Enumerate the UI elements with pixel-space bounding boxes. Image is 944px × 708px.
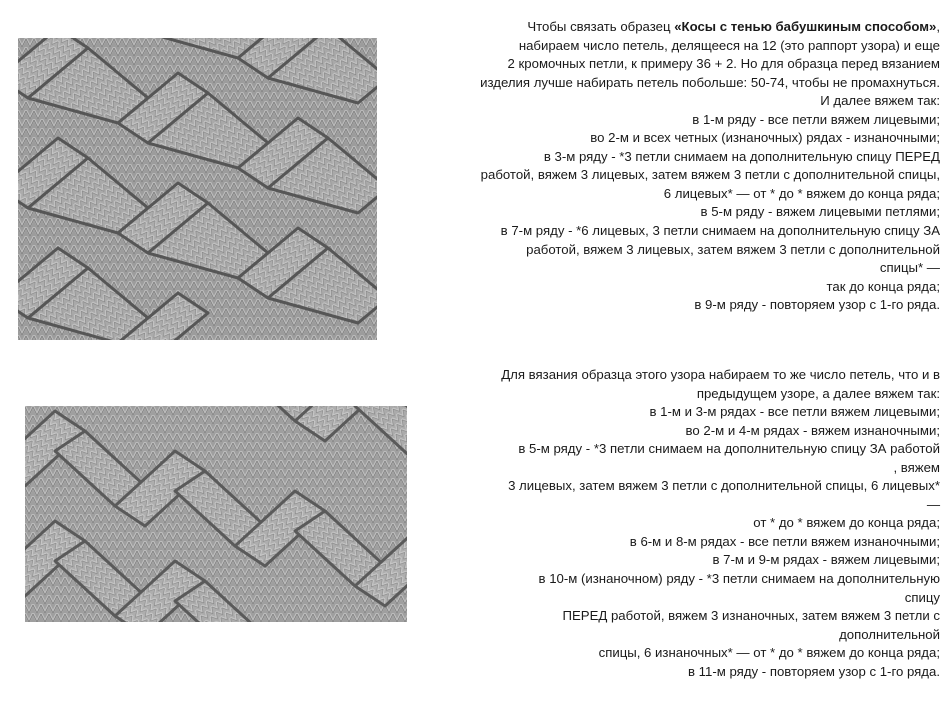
text-line: в 7-м ряду - *6 лицевых, 3 петли снимаем на дополнительную спицу ЗА	[500, 223, 940, 239]
text-line: во 2-м и всех четных (изнаночных) рядах - изнаночными;	[590, 130, 940, 146]
text-line: в 1-м и 3-м рядах - все петли вяжем лицевыми;	[649, 404, 940, 420]
text-line: в 6-м и 8-м рядах - все петли вяжем изнаночными;	[629, 533, 940, 549]
text-line: в 11-м ряду - повторяем узор с 1-го ряда.	[688, 663, 940, 679]
text-line: в 5-м ряду - *3 петли снимаем на дополнительную спицу ЗА работой	[518, 441, 940, 457]
text-line: во 2-м и 4-м рядах - вяжем изнаночными;	[685, 422, 940, 438]
knitted-swatch-photo-1	[18, 38, 377, 340]
text-line: изделия лучше набирать петель побольше: 50-74, чтобы не промахнуться.	[480, 74, 940, 90]
text-line: , вяжем	[893, 459, 940, 475]
text-line: предыдущем узоре, а далее вяжем так:	[696, 385, 940, 401]
text-line: в 5-м ряду - вяжем лицевыми петлями;	[700, 204, 940, 220]
text-line: дополнительной	[839, 626, 940, 642]
text-line: в 1-м ряду - все петли вяжем лицевыми;	[692, 111, 940, 127]
text-line: Для вязания образца этого узора набираем то же число петель, что и в	[501, 367, 940, 382]
text-line: —	[926, 496, 940, 512]
text-line: И далее вяжем так:	[820, 93, 940, 109]
text-line: работой, вяжем 3 лицевых, затем вяжем 3 петли с дополнительной спицы,	[480, 167, 940, 183]
text-line: от * до * вяжем до конца ряда;	[753, 515, 940, 531]
text-line: работой, вяжем 3 лицевых, затем вяжем 3 петли с дополнительной	[526, 241, 940, 257]
text-line: в 3-м ряду - *3 петли снимаем на дополнительную спицу ПЕРЕД	[543, 148, 940, 164]
pattern-1-instructions	[480, 18, 940, 315]
text-line: 3 лицевых, затем вяжем 3 петли с дополнительной спицы, 6 лицевых*	[508, 478, 940, 494]
text-line: ПЕРЕД работой, вяжем 3 изнаночных, затем вяжем 3 петли с	[562, 608, 940, 624]
text-line: в 9-м ряду - повторяем узор с 1-го ряда.	[694, 297, 940, 313]
pattern-1-title: «Косы с тенью бабушкиным способом»	[674, 19, 937, 34]
text-line: в 7-м и 9-м рядах - вяжем лицевыми;	[712, 552, 940, 568]
text-line: спицы, 6 изнаночных* — от * до * вяжем до конца ряда;	[598, 645, 940, 661]
text-line: спицы* —	[879, 260, 940, 276]
text-line: набираем число петель, делящееся на 12 (это раппорт узора) и еще	[518, 37, 940, 53]
text-line: в 10-м (изнаночном) ряду - *3 петли снимаем на дополнительную	[538, 571, 940, 587]
text-line: 2 кромочных петли, к примеру 36 + 2. Но для образца перед вязанием	[507, 56, 940, 72]
pattern-2-instructions	[501, 366, 940, 681]
text-line: спицу	[904, 589, 940, 605]
pattern-1-title-line: Чтобы связать образец «Косы с тенью бабушкиным способом»,	[527, 19, 940, 34]
knitted-swatch-photo-2	[25, 406, 407, 622]
text-line: 6 лицевых* — от * до * вяжем до конца ряда;	[663, 185, 940, 201]
text-line: так до конца ряда;	[826, 278, 940, 294]
